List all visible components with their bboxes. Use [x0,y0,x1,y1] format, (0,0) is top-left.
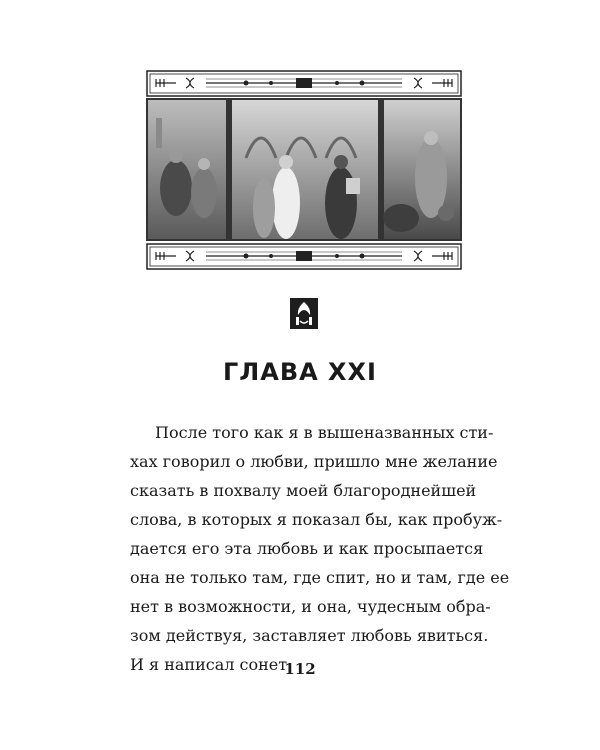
top-ornamental-border [146,70,462,97]
chapter-title: ГЛАВА XXI [223,358,377,386]
paragraph-line: сказать в похвалу моей благороднейшей [130,481,477,500]
page-number: 112 [284,660,316,678]
paragraph-line: После того как я в вышеназванных сти- [155,423,494,442]
paragraph-line: хах говорил о любви, пришло мне желание [130,452,498,471]
paragraph-line: нет в возможности, и она, чудесным обра- [130,597,491,616]
bottom-ornamental-border [146,243,462,270]
paragraph-line: она не только там, где спит, но и там, где ее [130,568,510,587]
chapter-ornament-icon [289,297,319,330]
paragraph-line: дается его эта любовь и как просыпается [130,539,484,558]
paragraph-line: слова, в которых я показал бы, как пробуж- [130,510,503,529]
paragraph-line: зом действуя, заставляет любовь явиться. [130,626,489,645]
chapter-paragraph [130,418,510,679]
triptych-illustration [146,98,462,241]
paragraph-line: И я написал сонет. [130,655,293,674]
